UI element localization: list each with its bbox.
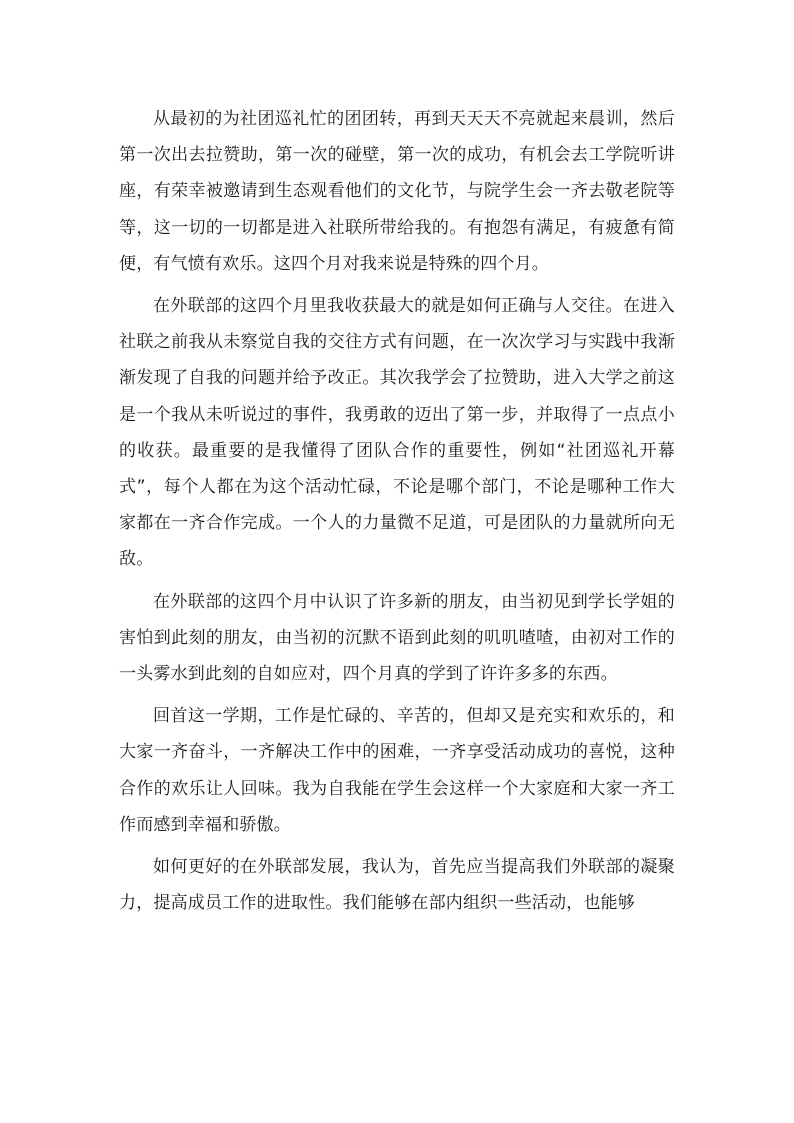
paragraph-5: 如何更好的在外联部发展，我认为，首先应当提高我们外联部的凝聚力，提高成员工作的进取性。我们能够在部内组织一些活动，也能够 [119, 857, 675, 914]
paragraph-1: 从最初的为社团巡礼忙的团团转，再到天天天不亮就起来晨训，然后第一次出去拉赞助，第一次的碰壁，第一次的成功，有机会去工学院听讲座，有荣幸被邀请到生态观看他们的文化节，与院学生会一齐去敬老院等等，这一切的一切都是进入社联所带给我的。有抱怨有满足，有疲惫有简便，有气愤有欢乐。这四个月对我来说是特殊的四个月。 [119, 109, 675, 274]
paragraph-2: 在外联部的这四个月里我收获最大的就是如何正确与人交往。在进入社联之前我从未察觉自我的交往方式有问题，在一次次学习与实践中我渐渐发现了自我的问题并给予改正。其次我学会了拉赞助，进入大学之前这是一个我从未听说过的事件，我勇敢的迈出了第一步，并取得了一点点小的收获。最重要的是我懂得了团队合作的重要性，例如“社团巡礼开幕式”，每个人都在为这个活动忙碌，不论是哪个部门，不论是哪种工作大家都在一齐合作完成。一个人的力量微不足道，可是团队的力量就所向无敌。 [119, 296, 675, 570]
document-body [119, 101, 675, 927]
paragraph-3: 在外联部的这四个月中认识了许多新的朋友，由当初见到学长学姐的害怕到此刻的朋友，由当初的沉默不语到此刻的叽叽喳喳，由初对工作的一头雾水到此刻的自如应对，四个月真的学到了许许多多的东西。 [119, 591, 675, 685]
paragraph-4: 回首这一学期，工作是忙碌的、辛苦的，但却又是充实和欢乐的，和大家一齐奋斗，一齐解决工作中的困难，一齐享受活动成功的喜悦，这种合作的欢乐让人回味。我为自我能在学生会这样一个大家庭和大家一齐工作而感到幸福和骄傲。 [119, 706, 675, 835]
